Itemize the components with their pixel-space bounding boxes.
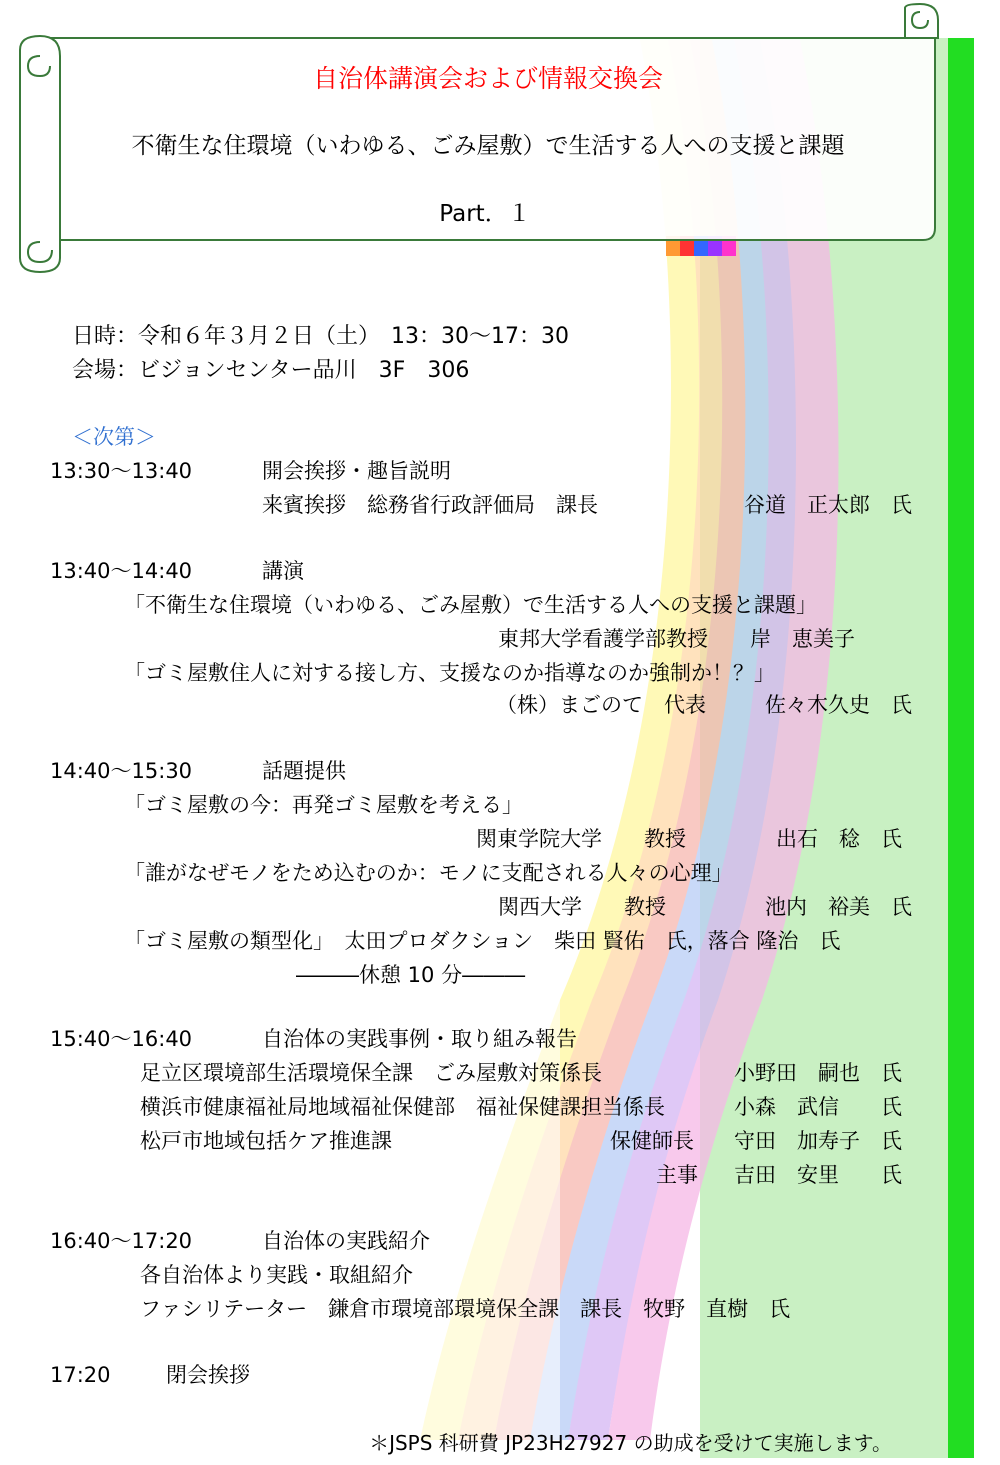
footnote: ＊JSPS 科研費 JP23H27927 の助成を受けて実施します。 — [369, 1431, 892, 1455]
event-title: 自治体講演会および情報交換会 — [312, 64, 663, 93]
agenda-time-3: 14:40～15:30 — [50, 759, 193, 783]
practice-line-2: ファシリテーター 鎌倉市環境部環境保全課 課長 牧野 直樹 氏 — [140, 1297, 791, 1321]
practice-line-1: 各自治体より実践・取組紹介 — [140, 1263, 413, 1287]
agenda-heading: ＜次第＞ — [72, 425, 156, 449]
guest-name: 谷道 正太郎 氏 — [744, 493, 912, 517]
lecture-title-1: 「不衛生な住環境（いわゆる、ごみ屋敷）で生活する人への支援と課題」 — [124, 593, 817, 617]
event-subtitle: 不衛生な住環境（いわゆる、ごみ屋敷）で生活する人への支援と課題 — [131, 133, 845, 159]
guest-greeting: 来賓挨拶 総務省行政評価局 課長 — [262, 493, 598, 517]
presenter-2-org: 関西大学 教授 — [498, 895, 666, 919]
lecture-speaker-1: 東邦大学看護学部教授 岸 恵美子 — [498, 627, 855, 651]
report-4-name: 吉田 安里 氏 — [734, 1163, 902, 1187]
report-3-role: 保健師長 — [610, 1129, 694, 1153]
agenda-title-3: 話題提供 — [262, 759, 346, 783]
lecture-speaker-2-org: （株）まごのて 代表 — [496, 693, 706, 717]
topic-1: 「ゴミ屋敷の今：再発ゴミ屋敷を考える」 — [124, 793, 523, 817]
report-1-name: 小野田 嗣也 氏 — [734, 1061, 902, 1085]
report-2-name: 小森 武信 氏 — [734, 1095, 902, 1119]
presenter-2-name: 池内 裕美 氏 — [765, 895, 912, 919]
agenda-time-1: 13:30～13:40 — [50, 459, 193, 483]
topic-2: 「誰がなぜモノをため込むのか：モノに支配される人々の心理」 — [124, 861, 733, 885]
lecture-title-2: 「ゴミ屋敷住人に対する接し方、支援なのか指導なのか強制か！？」 — [124, 661, 775, 685]
break-line: ―――休憩 10 分――― — [296, 963, 526, 987]
report-1-org: 足立区環境部生活環境保全課 ごみ屋敷対策係長 — [140, 1061, 602, 1085]
agenda-title-1: 開会挨拶・趣旨説明 — [262, 459, 451, 483]
agenda-time-5: 16:40～17:20 — [50, 1229, 193, 1253]
report-3-org: 松戸市地域包括ケア推進課 — [140, 1129, 392, 1153]
event-part: Part．１ — [439, 201, 531, 227]
presenter-1-name: 出石 稔 氏 — [776, 827, 902, 851]
agenda-title-4: 自治体の実践事例・取り組み報告 — [262, 1027, 577, 1051]
agenda-time-6: 17:20 — [50, 1363, 111, 1387]
report-2-org: 横浜市健康福祉局地域福祉保健部 福祉保健課担当係長 — [140, 1095, 665, 1119]
agenda-title-5: 自治体の実践紹介 — [262, 1229, 430, 1253]
topic-3: 「ゴミ屋敷の類型化」 太田プロダクション 柴田 賢佑 氏，落合 隆治 氏 — [124, 929, 841, 953]
event-datetime: 日時：令和６年３月２日（土） 13：30～17：30 — [72, 324, 569, 349]
event-venue: 会場：ビジョンセンター品川 3F 306 — [72, 358, 470, 383]
presenter-1-org: 関東学院大学 教授 — [476, 827, 686, 851]
agenda-time-4: 15:40～16:40 — [50, 1027, 193, 1051]
report-4-role: 主事 — [656, 1163, 698, 1187]
agenda-time-2: 13:40～14:40 — [50, 559, 193, 583]
green-band — [948, 38, 974, 1458]
agenda-title-6: 閉会挨拶 — [166, 1363, 250, 1387]
report-3-name: 守田 加寿子 氏 — [734, 1129, 902, 1153]
lecture-speaker-2-name: 佐々木久史 氏 — [765, 693, 912, 717]
agenda-title-2: 講演 — [262, 559, 304, 583]
